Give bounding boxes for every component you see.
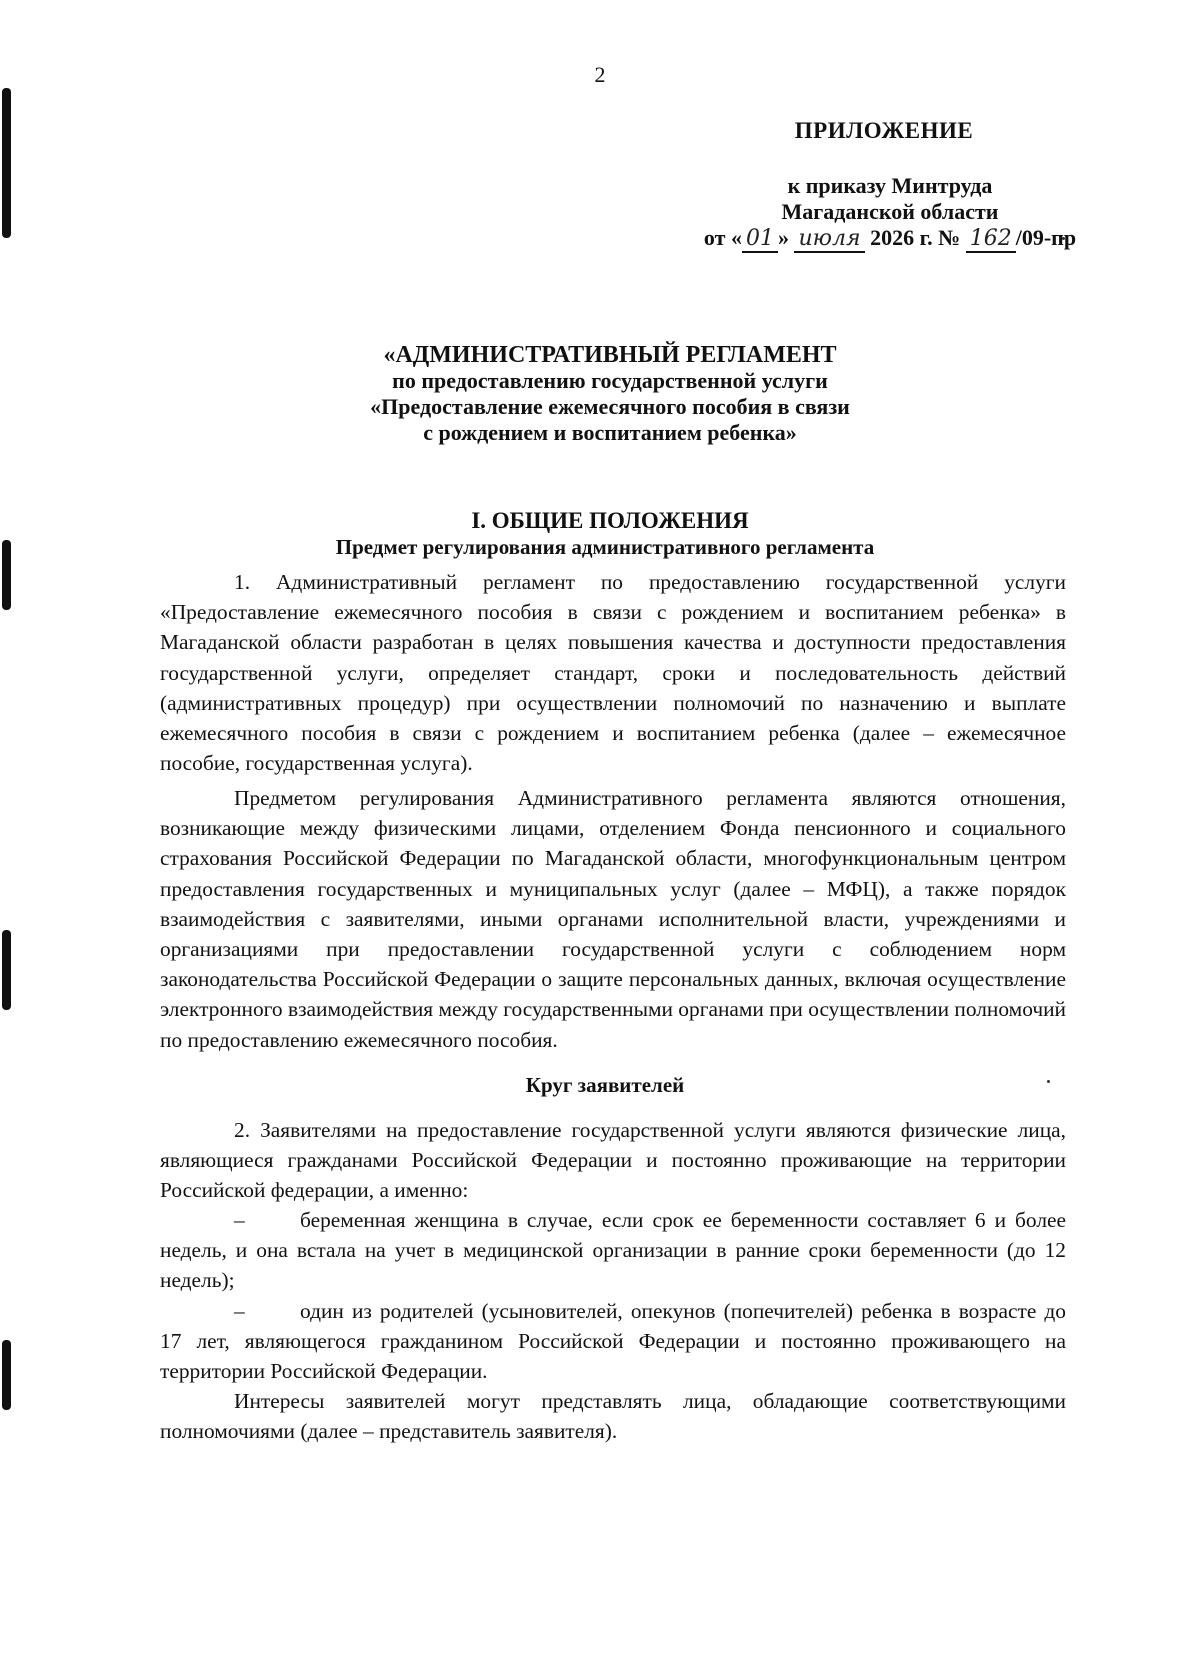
appendix-label: ПРИЛОЖЕНИЕ <box>794 118 974 143</box>
document-title <box>200 342 1020 446</box>
scan-margin-mark <box>2 930 11 1010</box>
handwritten-month: июля <box>794 226 864 253</box>
section-heading: I. ОБЩИЕ ПОЛОЖЕНИЯ <box>471 508 749 533</box>
number-suffix: /09-пр <box>1015 225 1077 250</box>
bullet-text-1: беременная женщина в случае, если срок ее беременности составляет 6 и более недель, и она встала на учет в медицинской организации в ранние сроки беременности (до 12 недель); <box>160 1208 1066 1293</box>
year-text: 2026 г. № <box>870 225 961 250</box>
order-reference <box>700 173 1080 252</box>
subheading-subject: Предмет регулирования административного регламента <box>335 535 875 559</box>
handwritten-day: 01 <box>742 226 778 253</box>
handwritten-number: 162 <box>966 226 1016 253</box>
bullet-item-1 <box>160 1205 1066 1296</box>
title-line-2: по предоставлению государственной услуги <box>392 368 828 393</box>
paragraph-2: Предметом регулирования Административного регламента являются отношения, возникающие между физическими лицами, отделением Фонда пенсионного и социального страхования Российской Федерации по Магаданской области, многофункциональным центром предоставления государственных и муниципальных услуг (далее – МФЦ), а также порядок взаимодействия с заявителями, иными органами исполнительной власти, учреждениями и организациями при предоставлении государственной услуги с соблюдением норм законодательства Российской Федерации о защите персональных данных, включая осуществление электронного взаимодействия между государственными органами при осуществлении полномочий по предоставлению ежемесячного пособия. <box>160 786 1066 1052</box>
paragraph-3: 2. Заявителями на предоставление государственной услуги являются физические лица, являющиеся гражданами Российской Федерации и постоянно проживающие на территории Российской федерации, а именно: <box>160 1118 1066 1203</box>
date-prefix: от « <box>703 225 742 250</box>
dash-marker: – <box>234 1299 245 1323</box>
page-number: 2 <box>594 62 606 87</box>
paragraph-1: 1. Административный регламент по предоставлению государственной услуги «Предоставление ежемесячного пособия в связи с рождением и воспитанием ребенка» в Магаданской области разработан в целях повышения качества и доступности предоставления государственной услуги, определяет стандарт, сроки и последовательность действий (административных процедур) при осуществлении полномочий по назначению и выплате ежемесячного пособия в связи с рождением и воспитанием ребенка (далее – ежемесячное пособие, государственная услуга). <box>160 570 1066 776</box>
title-line-4: с рождением и воспитанием ребенка» <box>423 420 797 445</box>
scan-margin-mark <box>2 1340 11 1410</box>
order-line-2: Магаданской области <box>781 199 999 224</box>
scan-margin-mark <box>2 88 11 238</box>
subheading-applicants: Круг заявителей <box>525 1073 685 1097</box>
paragraph-4: Интересы заявителей могут представлять лица, обладающие соответствующими полномочиями (далее – представитель заявителя). <box>160 1389 1066 1444</box>
bullet-item-2 <box>160 1296 1066 1387</box>
order-date-line <box>700 225 1080 252</box>
order-line-1: к приказу Минтруда <box>787 173 993 198</box>
bullet-text-2: один из родителей (усыновителей, опекунов (попечителей) ребенка в возрасте до 17 лет, являющегося гражданином Российской Федерации и постоянно проживающего на территории Российской Федерации. <box>160 1299 1066 1384</box>
title-line-3: «Предоставление ежемесячного пособия в связи <box>370 394 850 419</box>
date-mid: » <box>777 225 789 250</box>
title-line-1: «АДМИНИСТРАТИВНЫЙ РЕГЛАМЕНТ <box>383 342 837 368</box>
dash-marker: – <box>234 1208 245 1232</box>
